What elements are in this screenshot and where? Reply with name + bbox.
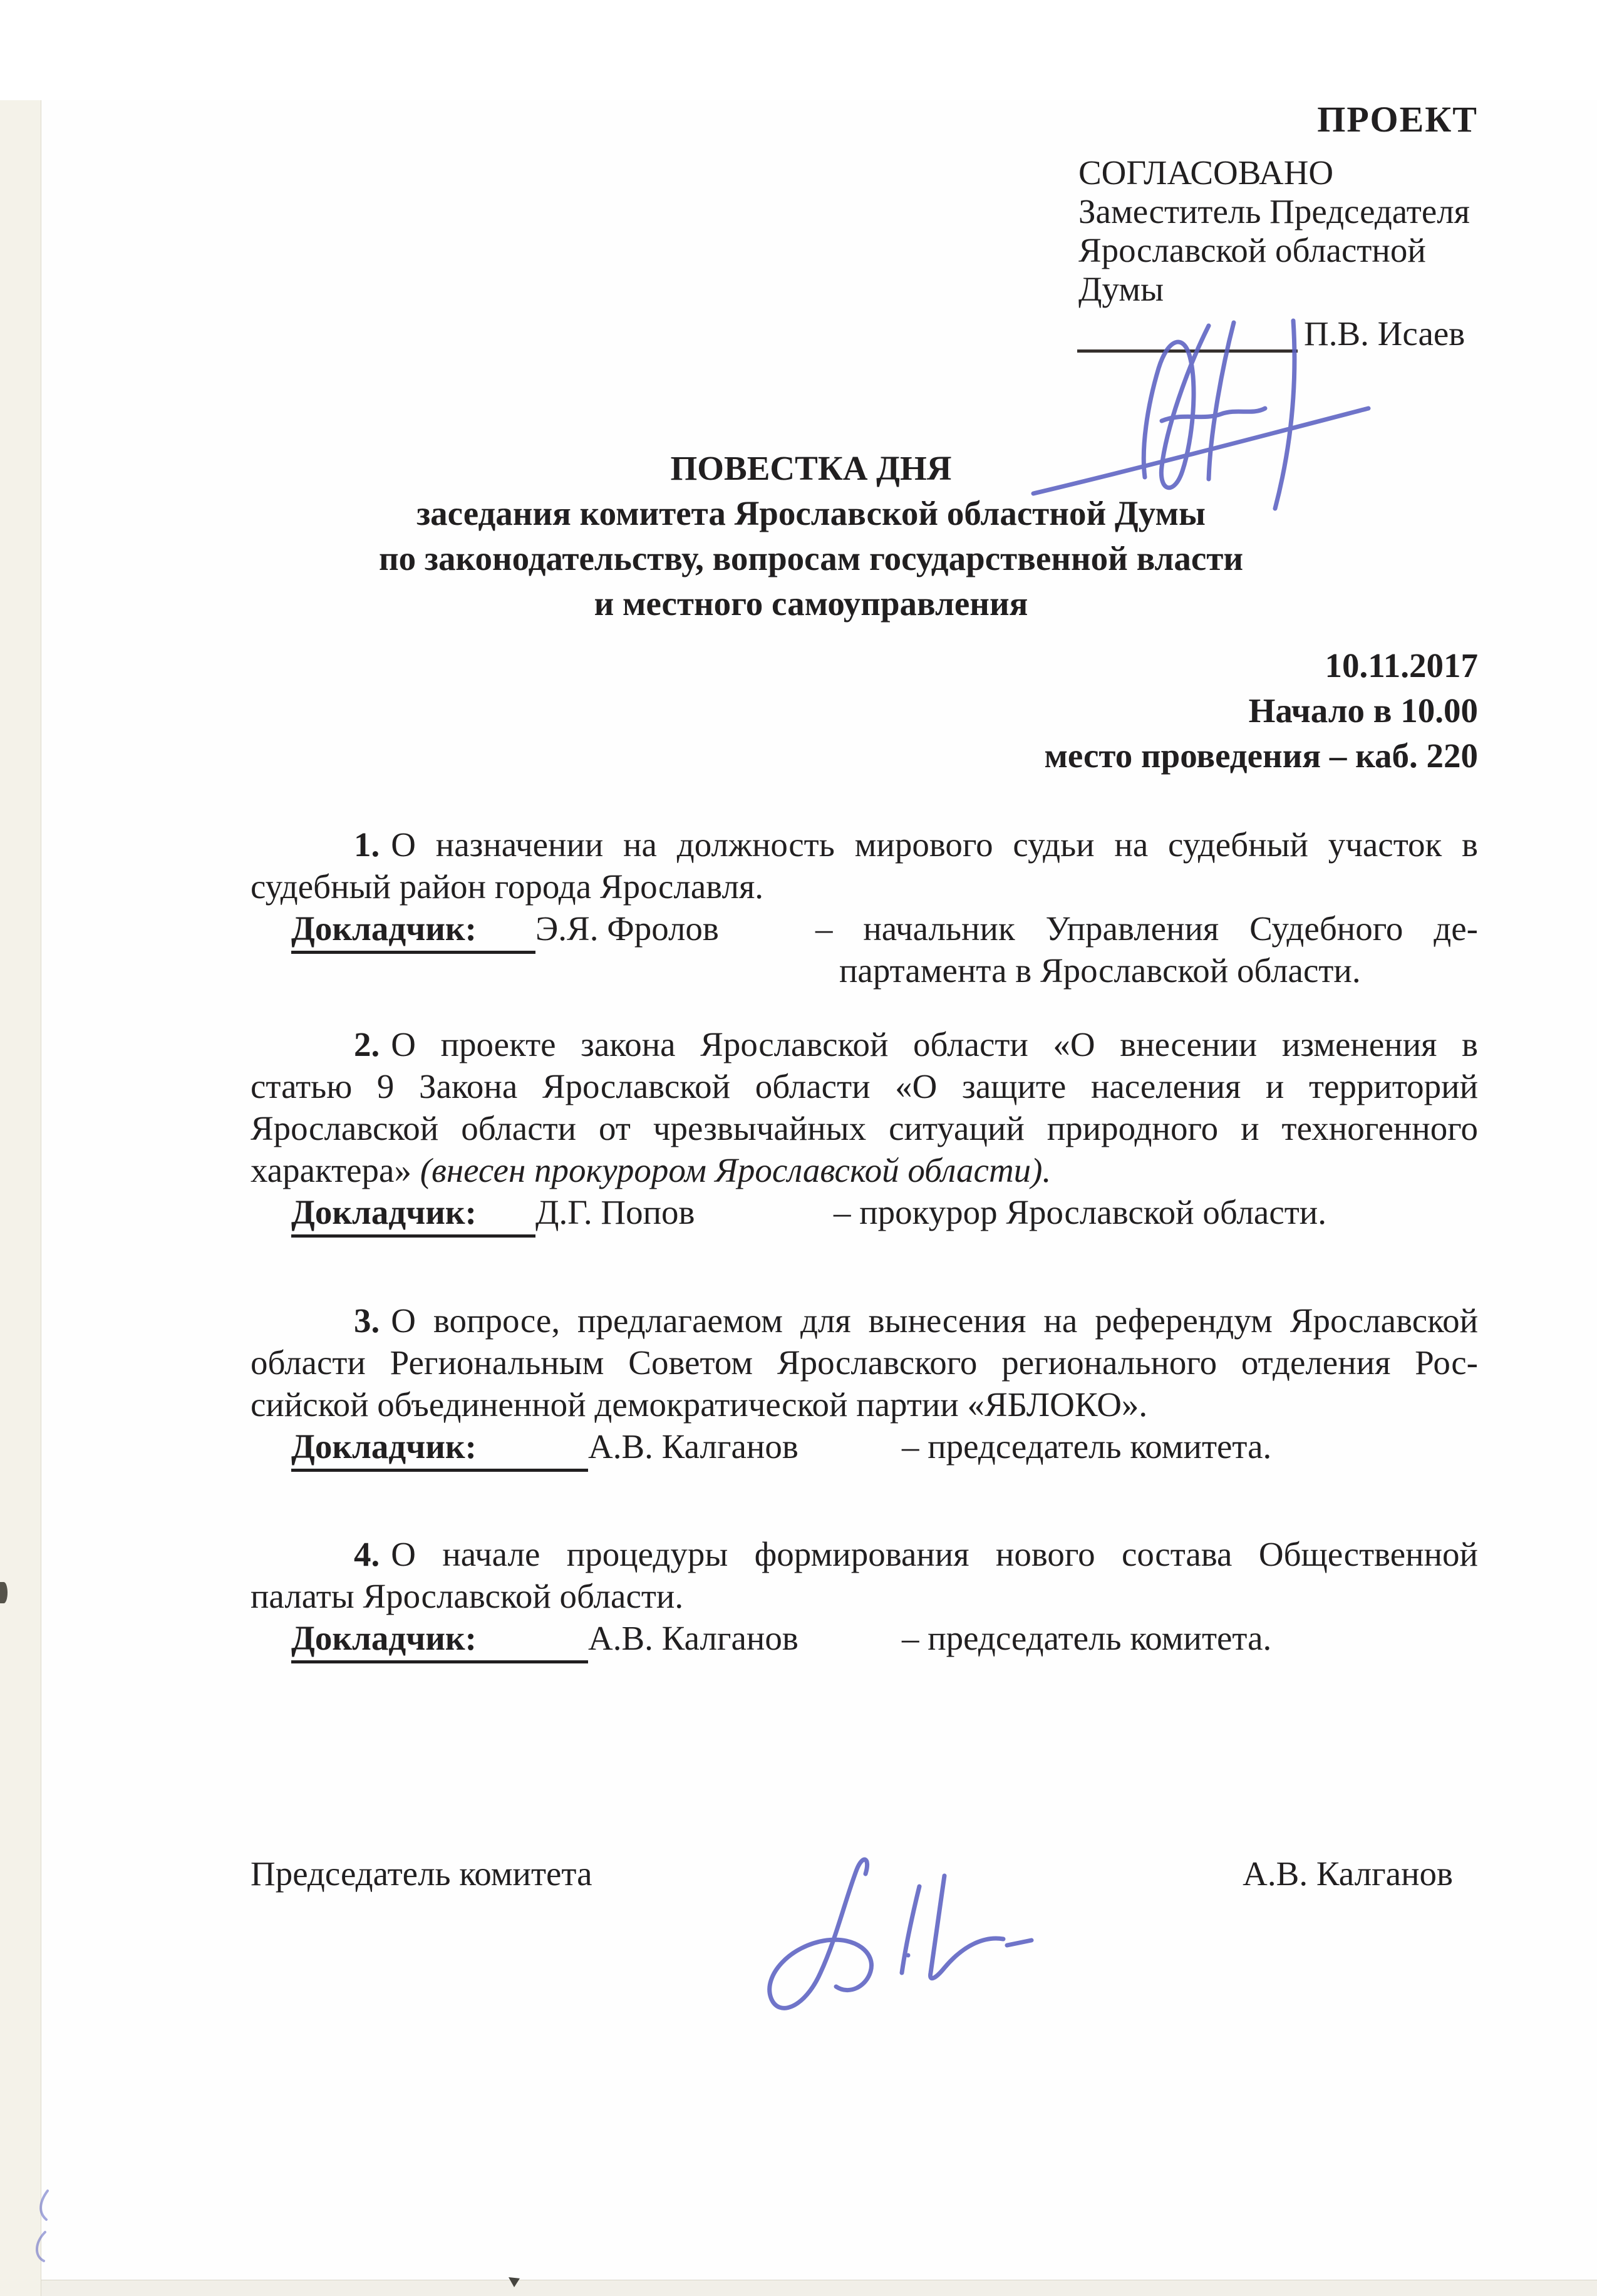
pen-marks-bottom-left	[26, 2186, 64, 2267]
speaker-label	[291, 908, 535, 954]
scanned-document-page	[0, 100, 1597, 2296]
item-4-line-1	[251, 1533, 1478, 1575]
item-2-tail-italic: (внесен прокурором Ярославской области).	[420, 1151, 1052, 1189]
item-4-text: О начале процедуры формирования нового состава Общественной	[391, 1535, 1478, 1573]
scan-edge-left	[0, 100, 41, 2296]
scan-edge-bottom	[0, 2280, 1597, 2296]
title-line-4: и местного самоуправления	[594, 584, 1028, 623]
speaker-label-text: Докладчик:	[291, 1427, 477, 1466]
item-1-number: 1.	[354, 825, 380, 864]
item-3-line-3	[251, 1383, 1478, 1425]
item-2-line-3: Ярославской области от чрезвычайных ситуаций природного и техногенного	[251, 1109, 1478, 1147]
item-4-speaker-desc-line-1: – председатель комитета.	[902, 1619, 1272, 1657]
chairman-handwritten-signature	[720, 1816, 1046, 2042]
item-2-speaker-desc	[834, 1191, 1478, 1233]
item-4-speaker-row	[251, 1617, 1478, 1663]
agenda-item-1	[251, 824, 1478, 991]
approval-role-line1: Заместитель Председателя	[1078, 192, 1470, 230]
item-3-text: О вопросе, предлагаемом для вынесения на референдум Ярославской	[391, 1301, 1478, 1340]
agenda-item-3	[251, 1300, 1478, 1472]
item-3-speaker-row	[251, 1425, 1478, 1472]
item-1-speaker-desc-line-1: – начальник Управления Судебного де-	[815, 909, 1478, 948]
item-2-speaker-name: Д.Г. Попов	[535, 1193, 695, 1231]
item-3-number: 3.	[354, 1301, 380, 1340]
item-3-line-1	[251, 1300, 1478, 1342]
item-2-speaker-row	[251, 1191, 1478, 1238]
agenda-items	[251, 824, 1478, 1663]
agenda-item-2	[251, 1023, 1478, 1238]
item-1-speaker-row	[251, 908, 1478, 991]
title-line-3: по законодательству, вопросам государственной власти	[378, 539, 1244, 577]
item-4-number: 4.	[354, 1535, 380, 1573]
draft-stamp: ПРОЕКТ	[1317, 99, 1478, 140]
item-3-line-2: области Региональным Советом Ярославского регионального отделения Рос-	[251, 1343, 1478, 1382]
speaker-label	[291, 1617, 588, 1663]
meeting-place: место проведения – каб. 220	[1044, 737, 1478, 775]
item-1-line-1	[251, 824, 1478, 866]
item-2-line-4	[251, 1149, 1478, 1191]
footer-signature-row	[251, 1854, 1478, 1893]
item-1-speaker-desc	[815, 908, 1478, 991]
footer-name: А.В. Калганов	[1243, 1854, 1453, 1893]
item-4-speaker-desc	[902, 1617, 1478, 1659]
title-line-2: заседания комитета Ярославской областной Думы	[416, 494, 1206, 532]
item-2-text: О проекте закона Ярославской области «О внесении изменения в	[391, 1025, 1478, 1063]
item-1-line-2	[251, 866, 1478, 908]
speaker-label	[291, 1425, 588, 1472]
item-3-speaker-name: А.В. Калганов	[588, 1427, 798, 1466]
agenda-item-4	[251, 1533, 1478, 1663]
item-3-speaker-desc	[902, 1425, 1478, 1467]
approval-status: СОГЛАСОВАНО	[1078, 153, 1334, 192]
item-1-speaker-desc-line-2: партамента в Ярославской области.	[839, 951, 1361, 990]
item-2-line-2: статью 9 Закона Ярославской области «О защите населения и территорий	[251, 1067, 1478, 1105]
document-title	[251, 446, 1372, 626]
item-2-line-1	[251, 1023, 1478, 1065]
item-4-line-2	[251, 1575, 1478, 1617]
item-2-tail: характера»	[251, 1151, 420, 1189]
signature-line	[1077, 315, 1298, 353]
item-3-speaker-desc-line-1: – председатель комитета.	[902, 1427, 1272, 1466]
speaker-label-text: Докладчик:	[291, 909, 477, 948]
title-line-1: ПОВЕСТКА ДНЯ	[670, 449, 952, 487]
approval-block	[1078, 153, 1478, 309]
meeting-date: 10.11.2017	[1325, 646, 1478, 685]
approval-role-line2: Ярославской областной Думы	[1078, 231, 1426, 308]
meeting-time: Начало в 10.00	[1248, 691, 1478, 730]
item-3-tail: сийской объединенной демократической партии «ЯБЛОКО».	[251, 1385, 1148, 1424]
footer-position: Председатель комитета	[251, 1854, 592, 1893]
item-1-speaker-name: Э.Я. Фролов	[535, 909, 719, 948]
item-4-speaker-name: А.В. Калганов	[588, 1619, 798, 1657]
speaker-label	[291, 1191, 535, 1238]
item-1-tail: судебный район города Ярославля.	[251, 867, 764, 906]
speaker-label-text: Докладчик:	[291, 1619, 477, 1657]
meeting-details	[251, 643, 1478, 778]
item-4-tail: палаты Ярославской области.	[251, 1577, 684, 1615]
approval-signature-row	[1077, 309, 1478, 353]
speaker-label-text: Докладчик:	[291, 1193, 477, 1231]
item-1-text: О назначении на должность мирового судьи на судебный участок в	[391, 825, 1478, 864]
approver-name: П.В. Исаев	[1304, 314, 1465, 353]
item-2-speaker-desc-line-1: – прокурор Ярославской области.	[834, 1193, 1326, 1231]
scan-speck-left	[0, 1582, 8, 1603]
item-2-number: 2.	[354, 1025, 380, 1063]
